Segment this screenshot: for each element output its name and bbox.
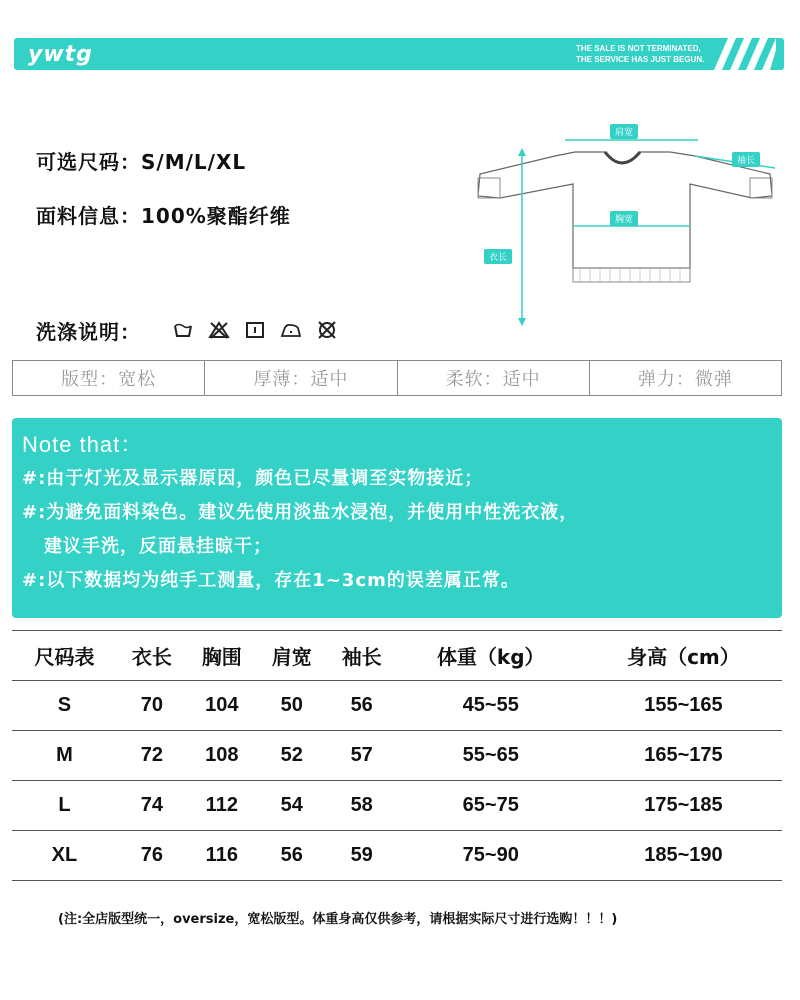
brand-logo: ywtg xyxy=(28,42,93,67)
header-weight: 体重（kg） xyxy=(397,631,585,681)
attr-fit: 版型：宽松 xyxy=(13,361,205,395)
wash-icons xyxy=(172,320,338,340)
cell-length: 76 xyxy=(117,831,187,881)
cell-chest: 116 xyxy=(187,831,257,881)
header-size: 尺码表 xyxy=(12,631,117,681)
note-line: 建议手洗，反面悬挂晾干； xyxy=(44,536,272,557)
table-row xyxy=(12,731,782,781)
fabric-line xyxy=(36,200,291,229)
label-shoulder: 肩宽 xyxy=(610,124,638,139)
cell-length: 74 xyxy=(117,781,187,831)
sizes-value: S/M/L/XL xyxy=(141,150,247,174)
cell-weight: 55~65 xyxy=(397,731,585,781)
table-header-row xyxy=(12,631,782,681)
header-chest: 胸围 xyxy=(187,631,257,681)
cell-chest: 104 xyxy=(187,681,257,731)
cell-weight: 75~90 xyxy=(397,831,585,881)
no-bleach-icon xyxy=(208,320,230,340)
table-row xyxy=(12,831,782,881)
label-length: 衣长 xyxy=(484,249,512,264)
no-dry-clean-icon xyxy=(316,320,338,340)
iron-icon xyxy=(280,320,302,340)
header-shoulder: 肩宽 xyxy=(257,631,327,681)
sweater-outline xyxy=(470,116,790,336)
cell-shoulder: 52 xyxy=(257,731,327,781)
cell-height: 185~190 xyxy=(585,831,782,881)
note-line: #:由于灯光及显示器原因，颜色已尽量调至实物接近； xyxy=(22,468,484,489)
cell-weight: 65~75 xyxy=(397,781,585,831)
attr-elasticity: 弹力：微弹 xyxy=(637,369,733,390)
cell-size: XL xyxy=(12,831,117,881)
cell-size: L xyxy=(12,781,117,831)
header-height: 身高（cm） xyxy=(585,631,782,681)
table-row xyxy=(12,681,782,731)
cell-shoulder: 54 xyxy=(257,781,327,831)
header-banner xyxy=(14,38,784,70)
cell-chest: 112 xyxy=(187,781,257,831)
sizes-line xyxy=(36,146,246,175)
fabric-value: 100%聚酯纤维 xyxy=(141,204,291,228)
cell-height: 155~165 xyxy=(585,681,782,731)
cell-sleeve: 56 xyxy=(327,681,397,731)
note-box xyxy=(12,418,782,618)
note-line: #:为避免面料染色。建议先使用淡盐水浸泡，并使用中性洗衣液， xyxy=(22,502,579,523)
cell-height: 175~185 xyxy=(585,781,782,831)
size-table xyxy=(12,630,782,881)
wash-tub-icon xyxy=(172,320,194,340)
header-sleeve: 袖长 xyxy=(327,631,397,681)
banner-tagline xyxy=(576,43,704,65)
fabric-label: 面料信息： xyxy=(36,204,141,228)
sizes-label: 可选尺码： xyxy=(36,150,141,174)
cell-sleeve: 59 xyxy=(327,831,397,881)
cell-weight: 45~55 xyxy=(397,681,585,731)
cell-shoulder: 50 xyxy=(257,681,327,731)
table-row xyxy=(12,781,782,831)
header-length: 衣长 xyxy=(117,631,187,681)
label-sleeve: 袖长 xyxy=(732,152,760,167)
note-line: #:以下数据均为纯手工测量，存在1~3cm的误差属正常。 xyxy=(22,570,520,591)
tagline-line-2: THE SERVICE HAS JUST BEGUN. xyxy=(576,55,705,64)
cell-length: 70 xyxy=(117,681,187,731)
footnote: (注:全店版型统一，oversize，宽松版型。体重身高仅供参考，请根据实际尺寸进行选购！！！) xyxy=(58,912,618,927)
label-chest: 胸宽 xyxy=(610,211,638,226)
sweater-diagram xyxy=(470,116,790,336)
cell-shoulder: 56 xyxy=(257,831,327,881)
cell-chest: 108 xyxy=(187,731,257,781)
attr-thickness: 厚薄：适中 xyxy=(205,361,397,395)
attributes-bar xyxy=(12,360,782,396)
cell-length: 72 xyxy=(117,731,187,781)
attr-softness: 柔软：适中 xyxy=(398,361,590,395)
cell-sleeve: 58 xyxy=(327,781,397,831)
note-title: Note that： xyxy=(22,432,144,457)
tagline-line-1: THE SALE IS NOT TERMINATED, xyxy=(576,44,701,53)
cell-size: S xyxy=(12,681,117,731)
wash-label: 洗涤说明： xyxy=(36,320,141,344)
tumble-dry-icon xyxy=(244,320,266,340)
cell-size: M xyxy=(12,731,117,781)
cell-height: 165~175 xyxy=(585,731,782,781)
stripes-decoration xyxy=(706,38,776,70)
cell-sleeve: 57 xyxy=(327,731,397,781)
